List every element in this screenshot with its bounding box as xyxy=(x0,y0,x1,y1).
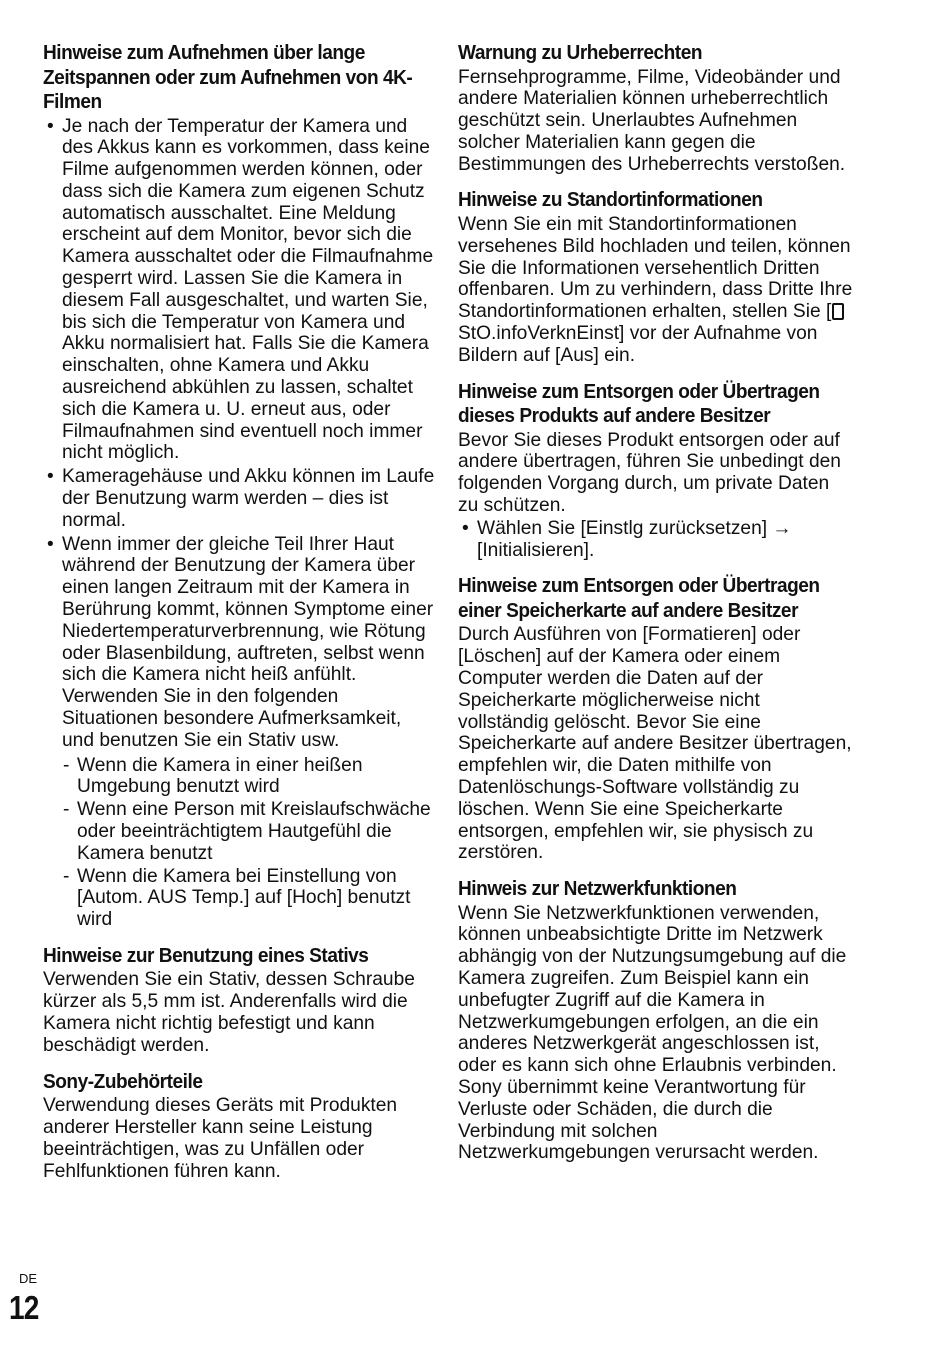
section-text: Verwenden Sie ein Stativ, dessen Schraube kürzer als 5,5 mm ist. Anderenfalls wird die Kamera nicht richtig befestigt und kann beschädigt werden. xyxy=(43,969,415,1056)
page-number: 12 xyxy=(9,1289,39,1326)
menu-item-name: StO.infoVerknEinst xyxy=(458,322,620,344)
section-heading: Hinweise zum Entsorgen oder Übertragen dieses Produkts auf andere Besitzer xyxy=(458,379,820,428)
bullet-item: • Kameragehäuse und Akku können im Laufe der Benutzung warm werden – dies ist normal. xyxy=(43,466,438,531)
memory-card-icon xyxy=(832,303,844,320)
section-tripod xyxy=(43,944,438,1057)
bullet-item: • Wählen Sie [Einstlg zurücksetzen] → [Initialisieren]. xyxy=(458,518,853,562)
section-heading: Hinweise zur Benutzung eines Stativs xyxy=(43,943,369,967)
section-network xyxy=(458,877,853,1164)
section-location xyxy=(458,188,853,366)
bullet-item: • Je nach der Temperatur der Kamera und des Akkus kann es vorkommen, dass keine Filme aufgenommen werden können, oder dass sich die Kamera zum eigenen Schutz automatisch ausschaltet. Eine Meldung erscheint auf dem Monitor, bevor sich die Kamera ausschaltet oder die Filmaufnahme gesperrt wird. Lassen Sie die Kamera in diesem Fall ausgeschaltet, und warten Sie, bis sich die Temperatur von Kamera und Akku normalisiert hat. Falls Sie die Kamera einschalten, ohne Kamera und Akku ausreichend abkühlen zu lassen, schaltet sich die Kamera u. U. erneut aus, oder Filmaufnahmen sind eventuell noch immer nicht möglich. xyxy=(43,116,438,465)
section-heading: Hinweis zur Netzwerkfunktionen xyxy=(458,877,737,901)
section-heading: Hinweise zu Standortinformationen xyxy=(458,188,763,212)
text-part: ] vor der Aufnahme von Bildern auf [Aus] ein. xyxy=(458,322,818,366)
sub-item: - Wenn die Kamera bei Einstellung von [Autom. AUS Temp.] auf [Hoch] benutzt wird xyxy=(62,866,438,931)
section-text: Fernsehprogramme, Filme, Videobänder und andere Materialien können urheberrechtlich geschützt sein. Unerlaubtes Aufnehmen solcher Materialien kann gegen die Bestimmungen des Urheberrechts verstoßen. xyxy=(458,66,846,175)
section-text: Bevor Sie dieses Produkt entsorgen oder auf andere übertragen, führen Sie unbedingt den folgenden Vorgang durch, um private Daten zu schützen. xyxy=(458,429,841,516)
section-long-recording xyxy=(43,41,438,931)
section-heading: Warnung zu Urheberrechten xyxy=(458,41,703,64)
bullet-list xyxy=(458,518,853,562)
section-accessories xyxy=(43,1070,438,1183)
sub-item: - Wenn eine Person mit Kreislaufschwäche oder beeinträchtigtem Hautgefühl die Kamera benutzt xyxy=(62,799,438,864)
section-text xyxy=(458,214,853,367)
text-part: Wenn Sie ein mit Standortinformationen versehenes Bild hochladen und teilen, können Sie die Informationen versehentlich Dritten offenbaren. Um zu verhindern, dass Dritte Ihre Standortinformationen erhalten, stellen Sie [ xyxy=(458,213,853,323)
section-disposal-product xyxy=(458,380,853,562)
bullet-item-with-subitems xyxy=(43,534,438,931)
section-text: Verwendung dieses Geräts mit Produkten anderer Hersteller kann seine Leistung beeinträchtigen, was zu Unfällen oder Fehlfunktionen führen kann. xyxy=(43,1095,398,1182)
left-column xyxy=(43,41,438,1195)
section-text: Durch Ausführen von [Formatieren] oder [Löschen] auf der Kamera oder einem Computer werden die Daten auf der Speicherkarte möglicherweise nicht vollständig gelöscht. Bevor Sie eine Speicherkarte auf andere Besitzer übertragen, empfehlen wir, die Daten mithilfe von Datenlöschungs-Software vollständig zu löschen. Wenn Sie eine Speicherkarte entsorgen, empfehlen wir, sie physisch zu zerstören. xyxy=(458,624,852,864)
sub-item: - Wenn die Kamera in einer heißen Umgebung benutzt wird xyxy=(62,755,438,799)
sub-item-list xyxy=(62,755,438,931)
section-text: Wenn Sie Netzwerkfunktionen verwenden, können unbeabsichtigte Dritte im Netzwerk abhängig von der Nutzungsumgebung auf die Kamera zugreifen. Zum Beispiel kann ein unbefugter Zugriff auf die Kamera in Netzwerkumgebungen erfolgen, an die ein anderes Netzwerkgerät angeschlossen ist, oder es kann sich ohne Erlaubnis verbinden. Sony übernimmt keine Verantwortung für Verluste oder Schäden, die durch die Verbindung mit solchen Netzwerkumgebungen verursacht werden. xyxy=(458,902,847,1164)
section-heading: Hinweise zum Entsorgen oder Übertragen einer Speicherkarte auf andere Besitzer xyxy=(458,574,820,622)
language-code: DE xyxy=(19,1271,38,1286)
bullet-text: Wenn immer der gleiche Teil Ihrer Haut während der Benutzung der Kamera über einen langen Zeitraum mit der Kamera in Berührung kommt, können Symptome einer Niedertemperaturverbrennung, wie Rötung oder Blasenbildung, auftreten, selbst wenn sich die Kamera nicht heiß anfühlt. Verwenden Sie in den folgenden Situationen besondere Aufmerksamkeit, und benutzen Sie ein Stativ usw. xyxy=(62,533,434,751)
section-heading: Hinweise zum Aufnehmen über lange Zeitspannen oder zum Aufnehmen von 4K-Filmen xyxy=(43,41,413,113)
section-copyright xyxy=(458,41,853,175)
right-column xyxy=(458,41,853,1177)
section-disposal-card xyxy=(458,574,853,864)
section-heading: Sony-Zubehörteile xyxy=(43,1069,203,1093)
bullet-list xyxy=(43,116,438,931)
